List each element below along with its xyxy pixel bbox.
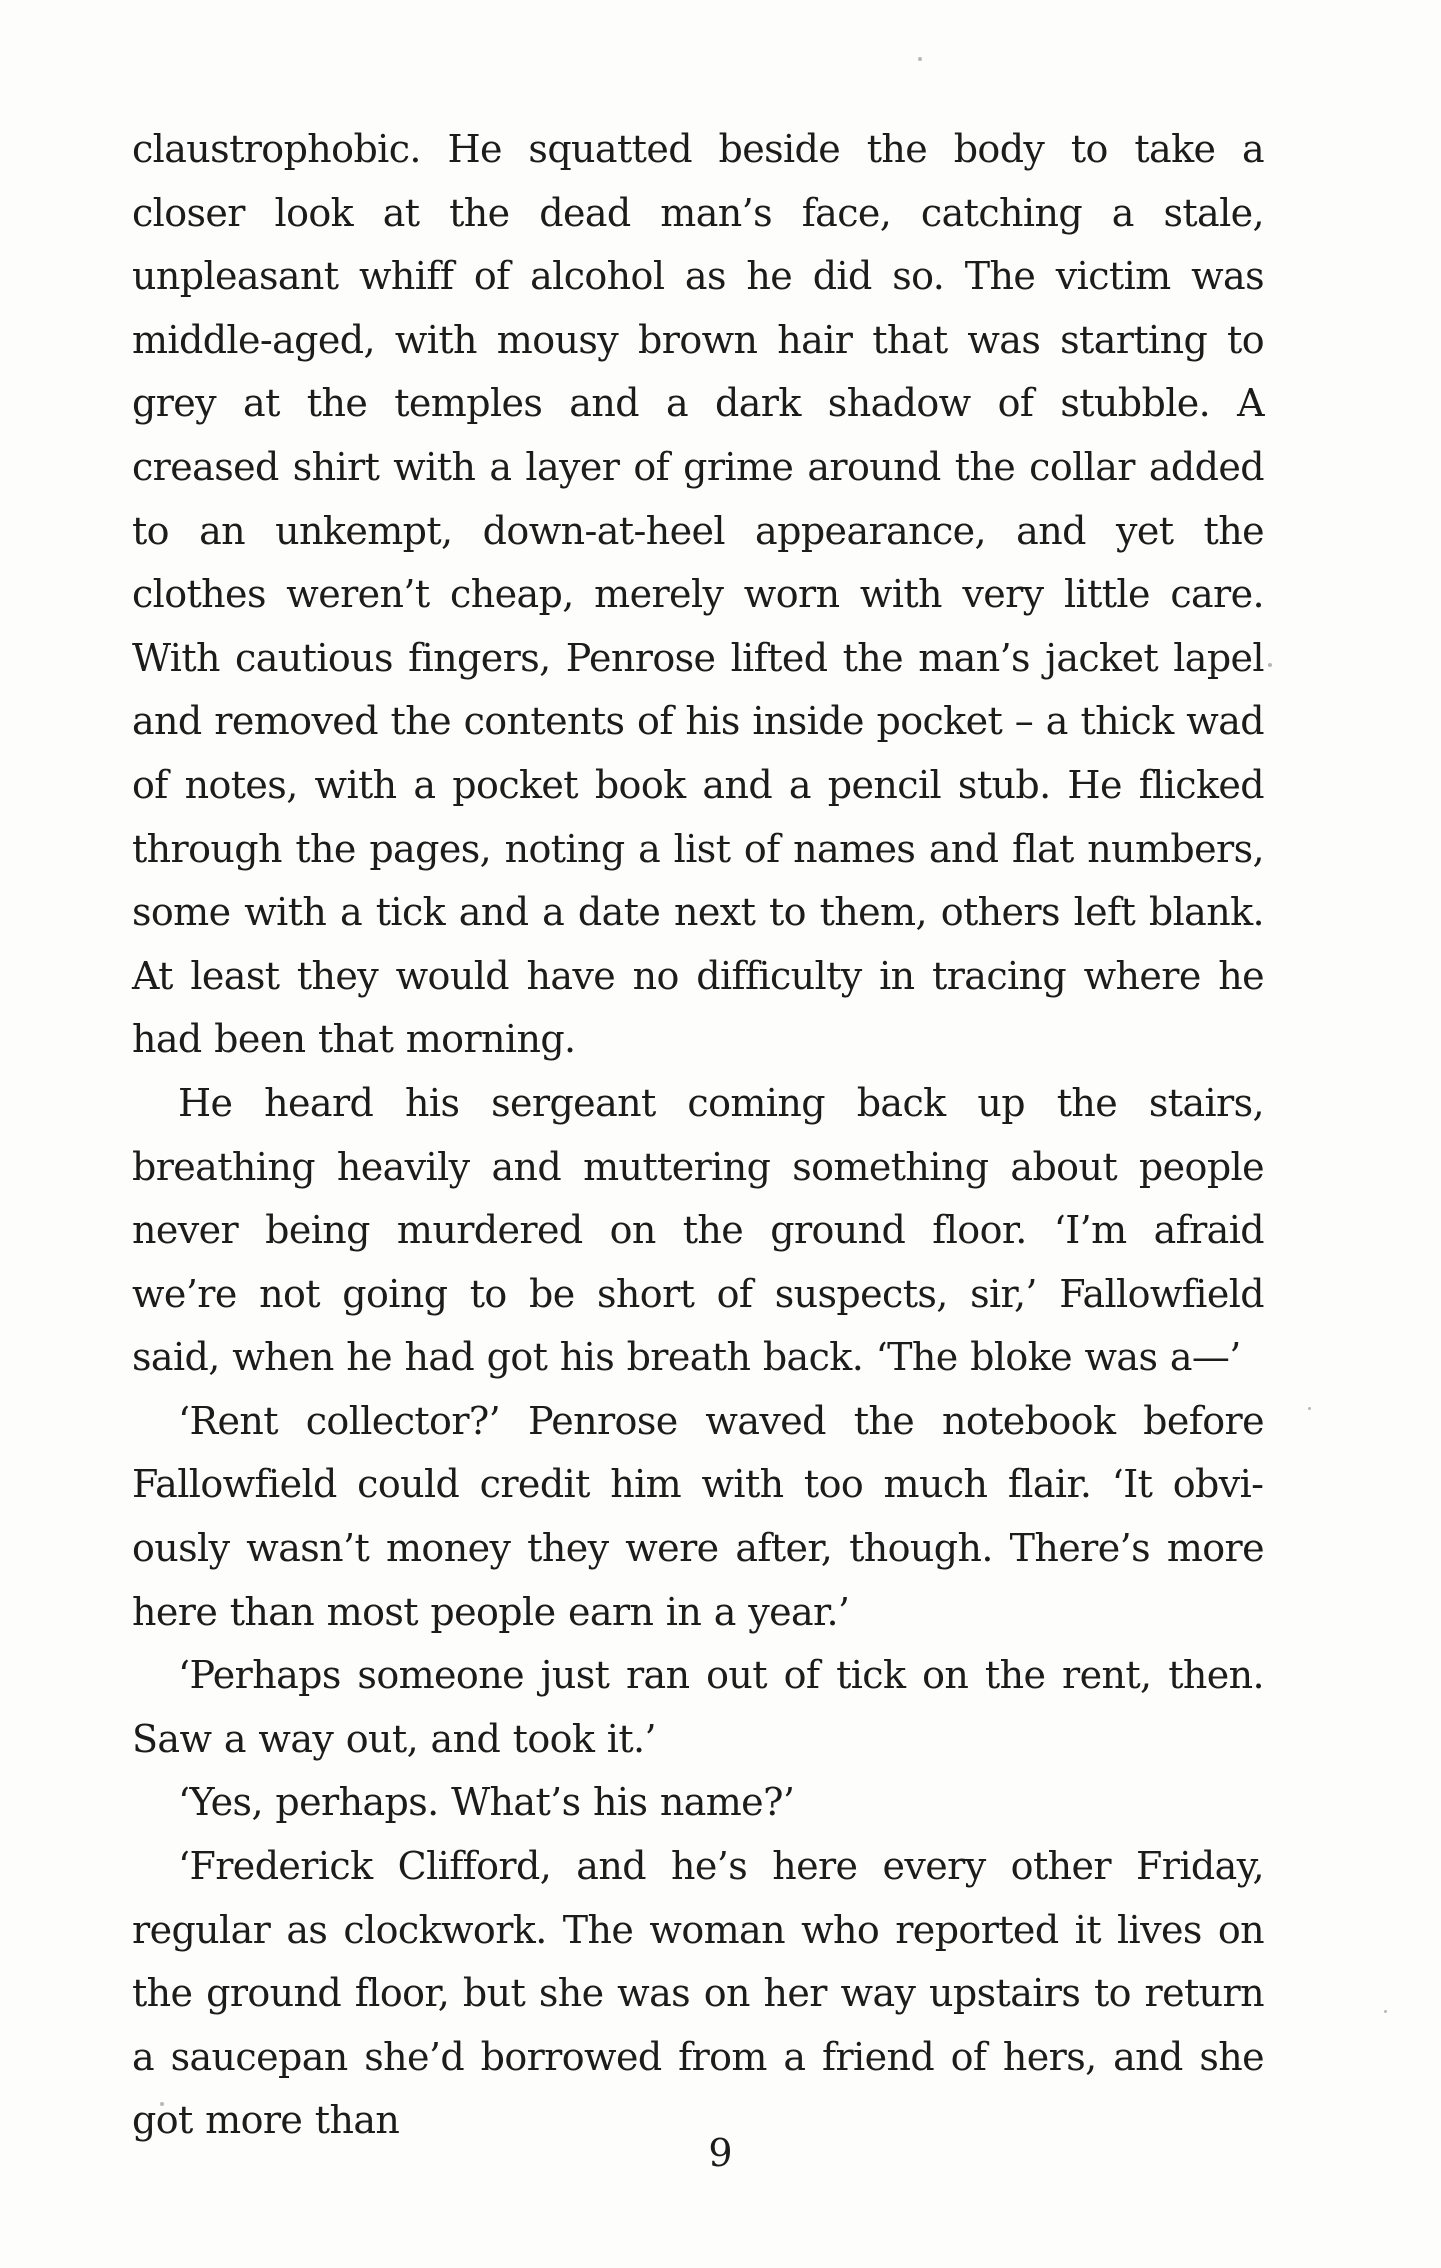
paragraph: ‘Frederick Clifford, and he’s here every other Friday, regular as clockwork. The woman who reported it lives on the ground floor, but she was on her way upstairs to return a saucepan she’d borrowed from a friend of hers, and she got more than: [132, 1844, 1264, 2143]
paragraph: ‘Rent collector?’ Penrose waved the notebook before Fallowfield could credit him with too much flair. ‘It obviously wasn’t money they were after, though. There’s more here than most people earn in a year.’: [132, 1398, 1264, 1634]
body-text: [132, 118, 1264, 2153]
paper-speck: [1268, 663, 1272, 667]
page-number: 9: [708, 2131, 733, 2175]
paragraph: ‘Yes, perhaps. What’s his name?’: [178, 1780, 795, 1825]
paragraph: ‘Perhaps someone just ran out of tick on the rent, then. Saw a way out, and took it.’: [132, 1653, 1264, 1761]
paper-speck: [1308, 1407, 1311, 1410]
paper-speck: [918, 57, 922, 61]
paragraph: He heard his sergeant coming back up the stairs, breathing heavily and muttering something about people never being murdered on the ground floor. ‘I’m afraid we’re not going to be short of suspects, sir,’ Fallowfield said, when he had got his breath back. ‘The bloke was a—’: [132, 1080, 1264, 1380]
paper-speck: [1384, 2010, 1387, 2013]
paragraph: claustrophobic. He squatted beside the body to take a closer look at the dead man’s face, catching a stale, unpleasant whiff of alcohol as he did so. The victim was middle-aged, with mousy brown hair that was starting to grey at the temples and a dark shadow of stubble. A creased shirt with a layer of grime around the collar added to an unkempt, down-at-heel appearance, and yet the clothes weren’t cheap, merely worn with very little care. With cautious fingers, Penrose lifted the man’s jacket lapel and removed the contents of his inside pocket – a thick wad of notes, with a pocket book and a pencil stub. He flicked through the pages, noting a list of names and flat numbers, some with a tick and a date next to them, others left blank. At least they would have no difficulty in tracing where he had been that morning.: [132, 127, 1264, 1062]
